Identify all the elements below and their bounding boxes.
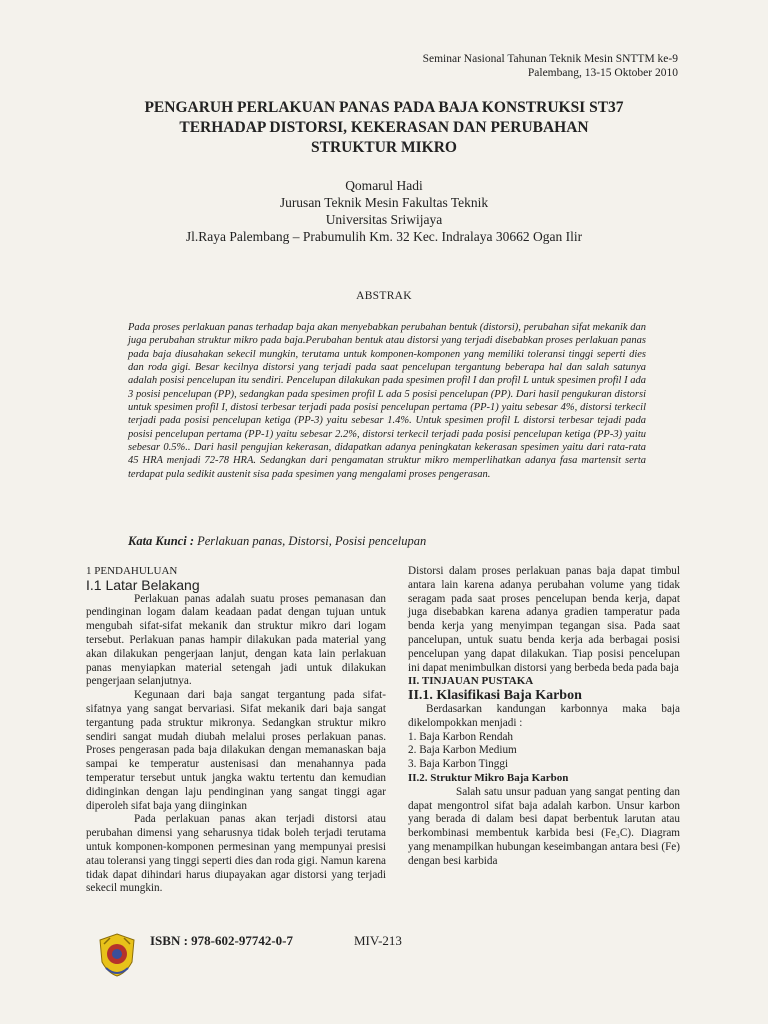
paragraph: Perlakuan panas adalah suatu proses pemanasan dan pendinginan logam dalam keadaan padat dengan tujuan untuk mengubah sifat-sifat mekanik dan struktur mikro dari logam tersebut. Perlakuan panas hampir dilakukan pada material yang akan dilakukan pengerjaan lanjut, dengan kata lain perlakuan panas menyiapkan material setengah jadi untuk dilakukan pengerjaan selanjutnya. (86, 592, 386, 688)
abstract-heading: ABSTRAK (356, 290, 412, 302)
university-logo-icon (96, 932, 138, 978)
author-address: Jl.Raya Palembang – Prabumulih Km. 32 Kec. Indralaya 30662 Ogan Ilir (185, 229, 583, 244)
section-heading-tinjauan-pustaka: II. TINJAUAN PUSTAKA (408, 675, 534, 688)
carbon-steel-list (408, 731, 680, 772)
subsection-heading-latar-belakang: I.1 Latar Belakang (86, 576, 200, 593)
author-university: Universitas Sriwijaya (325, 212, 443, 227)
paragraph: Distorsi dalam proses perlakuan panas baja dapat timbul antara lain karena adanya perubahan volume yang tidak seragam pada saat proses pencelupan benda kerja, dapat juga disebabkan karena adanya gradien tamperatur pada benda kerja yang menyimpan tegangan sisa. Pada saat pancelupan, untuk suatu benda kerja ada berbagai posisi pencelupan yang dapat dilakukan. Tiap posisi pencelupan ini dapat menimbulkan distorsi yang berbeda beda pada baja (408, 565, 680, 674)
paper-title (90, 98, 678, 158)
author-block (90, 177, 678, 245)
subsection-heading-struktur-mikro: II.2. Struktur Mikro Baja Karbon (408, 771, 569, 784)
list-item: 3. Baja Karbon Tinggi (408, 758, 509, 771)
left-column (86, 565, 386, 896)
isbn: ISBN : 978-602-97742-0-7 (150, 933, 293, 948)
author-name: Qomarul Hadi (345, 178, 423, 193)
running-header (423, 52, 678, 80)
section-heading-pendahuluan: 1 PENDAHULUAN (86, 565, 178, 577)
title-line-1: PENGARUH PERLAKUAN PANAS PADA BAJA KONSTRUKSI ST37 (144, 99, 624, 116)
subsection-heading-klasifikasi: II.1. Klasifikasi Baja Karbon (408, 688, 582, 704)
title-line-3: STRUKTUR MIKRO (311, 139, 457, 156)
author-department: Jurusan Teknik Mesin Fakultas Teknik (279, 195, 489, 210)
abstract-text: Pada proses perlakuan panas terhadap baja akan menyebabkan perubahan bentuk (distorsi), perubahan sifat mekanik dan juga perubahan struktur mikro pada baja.Perubahan bentuk atau distorsi yang terjadi disebabkan proses perlakuan panas pada baja diusahakan sekecil mungkin, terutama untuk komponen-komponen yang memiliki toleransi tinggi seperti dies dan roda gigi. Besar kecilnya distorsi yang terjadi pada saat pencelupan tergantung beberapa hal dan salah satunya adalah posisi pencelupan itu sendiri. Pencelupan dilakukan pada spesimen profil I dan profil L untuk spesimen profil I ada 3 posisi pencelupan (PP), sedangkan pada spesimen profil L ada 5 posisi pencelupan (PP). Dari hasil pengukuran distorsi untuk spesimen profil I, distosi terbesar terjadi pada posisi pencelupan pertama (PP-1) yaitu sebesar 4%, distorsi terkecil terjadi pada posisi pencelupan ketiga (PP-3) yaitu sebesar 1.4%. Untuk spesimen profil L distorsi terbesar tejadi pada posisi pencelupan pertama (PP-1) yaitu sebesar 2.2%, distorsi terkecil terjadi pada posisi pencelupan ketiga (PP-3) yaitu sebesar 0.5%.. Dari hasil pengujian kekerasan, didapatkan adanya peningkatan kekerasan spesimen yaitu dari rata-rata 45 HRA menjadi 72-78 HRA. Sedangkan dari pengamatan struktur mikro memperlihatkan adanya fasa martensit serta terdapat pula sedikit austenit sisa pada spesimen yang mengalami proses pengerasan. (128, 322, 646, 480)
list-item: 2. Baja Karbon Medium (408, 744, 517, 757)
paragraph: Pada perlakuan panas akan terjadi distorsi atau perubahan dimensi yang seharusnya tidak boleh terjadi terutama untuk komponen-komponen permesinan yang mempunyai presisi atau toleransi yang tinggi seperti dies dan roda gigi. Namun karena tidak dapat dihindari harus diupayakan agar distorsi yang terjadi sekecil mungkin. (86, 813, 386, 895)
header-location-date: Palembang, 13-15 Oktober 2010 (527, 67, 678, 79)
list-item: 1. Baja Karbon Rendah (408, 730, 514, 743)
paragraph: Kegunaan dari baja sangat tergantung pada sifat-sifatnya yang sangat bervariasi. Sifat mekanik dari baja sangat tergantung pada struktur mikronya. Sedangkan struktur mikro sendiri sangat mudah diubah melalui proses perlakuan panas. Proses pengerasan pada baja dilakukan dengan memanaskan baja sampai ke temperatur austenisasi dan menahannya pada temperatur tersebut untuk jangka waktu tertentu dan kemudian didinginkan dengan laju pendinginan yang sangat tinggi agar diperoleh sifat baja yang diinginkan (86, 689, 386, 812)
paragraph: Berdasarkan kandungan karbonnya maka baja dikelompokkan menjadi : (408, 702, 680, 729)
keywords-text: Perlakuan panas, Distorsi, Posisi pencelupan (194, 534, 427, 548)
header-conference: Seminar Nasional Tahunan Teknik Mesin SNTTM ke-9 (422, 53, 678, 65)
paragraph: Salah satu unsur paduan yang sangat penting dan dapat mengontrol sifat baja adalah karbon. Unsur karbon yang berada di dalam besi dapat berbentuk larutan atau berkombinasi membentuk karbida besi (Fe₃C). Diagram yang menampilkan hubungan keseimbangan antara besi (Fe) dengan besi karbida (408, 785, 680, 867)
keywords (128, 534, 646, 549)
page-number: MIV-213 (354, 933, 402, 948)
right-column (408, 565, 680, 869)
keywords-label: Kata Kunci : (128, 534, 194, 548)
title-line-2: TERHADAP DISTORSI, KEKERASAN DAN PERUBAHAN (179, 119, 589, 136)
